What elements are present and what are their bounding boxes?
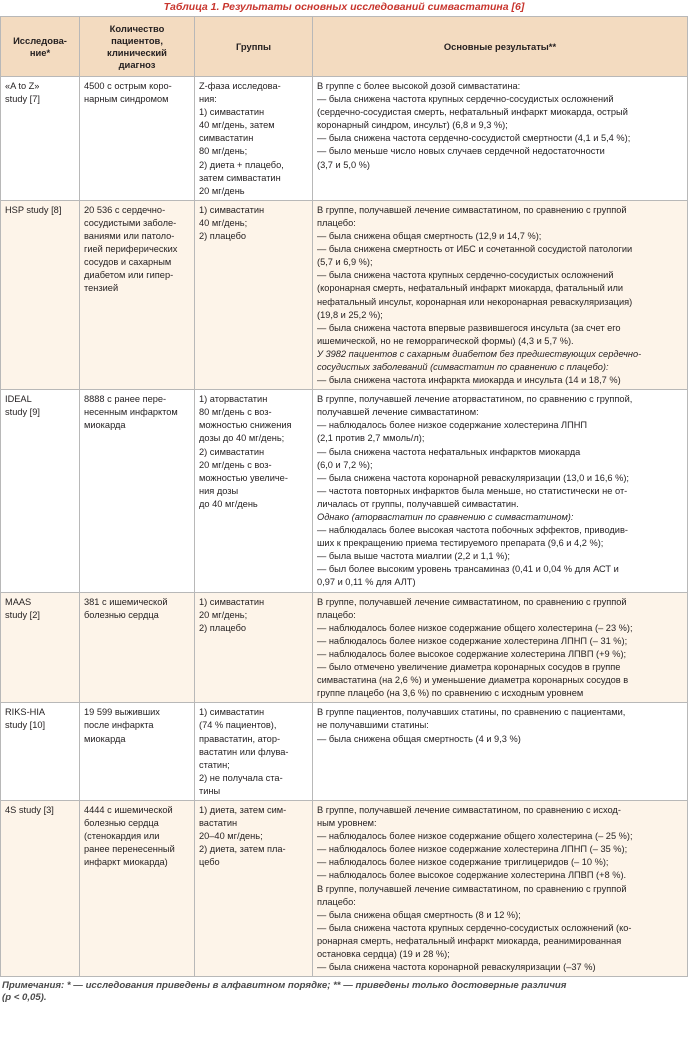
result-line: — была снижена общая смертность (8 и 12 %); (317, 909, 521, 920)
patients-line: 19 599 выживших (84, 707, 160, 718)
study-cell (1, 592, 80, 703)
groups-line: правастатин, атор- (199, 733, 281, 744)
patients-line: диабетом или гипер- (84, 270, 174, 281)
table-header (1, 17, 688, 77)
table-row (1, 703, 688, 801)
results-cell (313, 200, 688, 389)
groups-line: ния дозы (199, 485, 239, 496)
result-line: — наблюдалось более низкое содержание общего холестерина (– 25 %); (317, 831, 633, 842)
table-row (1, 800, 688, 976)
result-line: коронарный синдром, инсульт) (6,8 и 9,3 %); (317, 120, 508, 131)
groups-line: ния: (199, 94, 217, 105)
patients-line: 20 536 с сердечно- (84, 204, 166, 215)
header-line: клинический (107, 46, 167, 58)
groups-line: вастатин или флува- (199, 746, 289, 757)
result-line: (19,8 и 25,2 %); (317, 309, 383, 320)
result-line: — наблюдалось более низкое содержание холестерина ЛПНП (– 35 %); (317, 844, 628, 855)
groups-cell (195, 592, 313, 703)
groups-line: можностью снижения (199, 420, 292, 431)
result-line: — была снижена частота крупных сердечно-сосудистых осложнений (317, 94, 614, 105)
groups-cell (195, 390, 313, 592)
result-line: В группе, получавшей лечение аторвастатином, по сравнению с группой, (317, 394, 633, 405)
results-cell (313, 390, 688, 592)
groups-line: 2) не получала ста- (199, 772, 283, 783)
table-row (1, 592, 688, 703)
result-line: — была снижена частота крупных сердечно-сосудистых осложнений (317, 270, 614, 281)
header-line: Количество (109, 22, 165, 34)
table-body (1, 77, 688, 977)
footnote-line: (р < 0,05). (2, 992, 47, 1004)
groups-line: Z-фаза исследова- (199, 81, 281, 91)
groups-line: 1) симвастатин (199, 107, 265, 118)
result-line: — была снижена частота инфаркта миокарда и инсульта (14 и 18,7 %) (317, 375, 621, 386)
patients-line: после инфаркта (84, 720, 154, 731)
result-line: — была снижена общая смертность (4 и 9,3 %) (317, 733, 521, 744)
result-line: — был более высоким уровень трансаминаз (0,41 и 0,04 % для АСТ и (317, 564, 619, 575)
result-line: ным уровнем: (317, 818, 377, 829)
groups-line: 80 мг/день; (199, 146, 248, 157)
results-cell (313, 592, 688, 703)
groups-line: 20 мг/день с воз- (199, 459, 272, 470)
result-line: нефатальный инсульт, коронарная или некоронарная реваскуляризация) (317, 296, 633, 307)
study-line: study [7] (5, 94, 40, 105)
result-line: — было меньше число новых случаев сердечной недостаточности (317, 146, 605, 157)
result-line: остановка сердца) (19 и 28 %); (317, 949, 450, 959)
patients-line: (стенокардия или (84, 831, 160, 842)
result-line: плацебо: (317, 609, 356, 620)
result-line: — частота повторных инфарктов была меньше, но статистически не от- (317, 485, 628, 496)
result-line: В группе, получавшей лечение симвастатином, по сравнению с группой (317, 204, 627, 215)
table-footnote (0, 977, 688, 1004)
patients-cell (80, 592, 195, 703)
groups-line: 1) диета, затем сим- (199, 804, 287, 815)
result-line: — наблюдалось более высокое содержание холестерина ЛПВП (+9 %); (317, 648, 627, 659)
result-line: ших к прекращению приема тестируемого препарата (9,6 и 4,2 %); (317, 538, 604, 549)
groups-cell (195, 703, 313, 801)
result-line: сосудистых заболеваний (симвастатин по сравнению с плацебо): (317, 361, 609, 372)
patients-line: миокарда (84, 733, 126, 744)
patients-line: нарным синдромом (84, 94, 169, 105)
result-line: (5,7 и 6,9 %); (317, 257, 373, 268)
results-cell (313, 800, 688, 976)
patients-line: ранее перенесенный (84, 844, 175, 855)
study-cell (1, 800, 80, 976)
patients-line: тензией (84, 283, 119, 294)
study-line: HSP study [8] (5, 204, 62, 215)
groups-line: 40 мг/день; (199, 217, 248, 228)
result-line: (3,7 и 5,0 %) (317, 159, 370, 170)
header-line: Основные результаты** (443, 40, 557, 52)
result-line: В группе пациентов, получавших статины, по сравнению с пациентами, (317, 707, 626, 718)
patients-line: 8888 с ранее пере- (84, 394, 167, 405)
result-line: — была снижена частота впервые развившегося инсульта (за счет его (317, 322, 621, 333)
groups-line: вастатин (199, 818, 238, 829)
patients-cell (80, 390, 195, 592)
study-line: study [9] (5, 407, 40, 418)
patients-line: сосудов и сахарным (84, 257, 172, 268)
patients-line: ваниями или патоло- (84, 231, 175, 242)
groups-line: (74 % пациентов), (199, 720, 277, 731)
table-title: Таблица 1. Результаты основных исследований симвастатина [6] (163, 1, 525, 13)
result-line: — наблюдалось более низкое содержание холестерина ЛПНП (– 31 %); (317, 635, 628, 646)
result-line: В группе с более высокой дозой симвастатина: (317, 81, 521, 91)
patients-line: болезнью сердца (84, 818, 159, 829)
result-line: (сердечно-сосудистая смерть, нефатальный инфаркт миокарда, острый (317, 107, 628, 118)
table-row (1, 77, 688, 201)
header-line: диагноз (118, 58, 156, 70)
study-cell (1, 703, 80, 801)
result-line: У 3982 пациентов с сахарным диабетом без предшествующих сердечно- (317, 348, 642, 359)
result-line: личалась от группы, получавшей симвастатин. (317, 498, 519, 509)
result-line: — была снижена частота крупных сердечно-сосудистых осложнений (ко- (317, 922, 632, 933)
groups-line: до 40 мг/день (199, 498, 258, 509)
footnote-line: Примечания: * — исследования приведены в алфавитном порядке; ** — приведены только достоверные различия (2, 980, 567, 992)
study-cell (1, 77, 80, 201)
result-line: — наблюдалось более низкое содержание холестерина ЛПНП (317, 420, 588, 431)
patients-cell (80, 703, 195, 801)
result-line: — была снижена общая смертность (12,9 и 14,7 %); (317, 231, 542, 242)
header-line: ние* (29, 46, 51, 58)
header-line: пациентов, (111, 34, 163, 46)
results-cell (313, 703, 688, 801)
header-line: Группы (235, 40, 272, 52)
groups-line: 1) симвастатин (199, 707, 265, 718)
groups-line: цебо (199, 857, 220, 868)
groups-line: 2) диета, затем пла- (199, 844, 286, 855)
groups-line: дозы до 40 мг/день; (199, 433, 285, 444)
result-line: — была снижена смертность от ИБС и сочетанной сосудистой патологии (317, 244, 633, 255)
groups-line: 1) аторвастатин (199, 394, 268, 405)
groups-line: 2) диета + плацебо, (199, 159, 284, 170)
groups-line: 80 мг/день с воз- (199, 407, 272, 418)
groups-line: 20–40 мг/день; (199, 831, 263, 842)
result-line: — была снижена частота коронарной реваскуляризации (–37 %) (317, 962, 596, 973)
patients-line: гией периферических (84, 244, 178, 255)
patients-cell (80, 200, 195, 389)
result-line: — была снижена частота сердечно-сосудистой смертности (4,1 и 5,4 %); (317, 133, 631, 144)
patients-line: несенным инфарктом (84, 407, 178, 418)
results-cell (313, 77, 688, 201)
result-line: плацебо: (317, 217, 356, 228)
result-line: — была выше частота миалгии (2,2 и 1,1 %); (317, 551, 510, 562)
table-row (1, 200, 688, 389)
result-line: — наблюдалось более низкое содержание общего холестерина (– 23 %); (317, 622, 633, 633)
study-cell (1, 390, 80, 592)
header-patients (80, 17, 195, 77)
patients-line: болезнью сердца (84, 609, 159, 620)
patients-line: сосудистыми заболе- (84, 217, 177, 228)
groups-line: затем симвастатин (199, 172, 281, 183)
result-line: 0,97 и 0,11 % для АЛТ) (317, 577, 416, 588)
groups-line: 20 мг/день; (199, 609, 248, 620)
groups-line: можностью увеличе- (199, 472, 288, 483)
groups-line: 1) симвастатин (199, 596, 265, 607)
results-table (0, 16, 688, 977)
study-line: study [2] (5, 609, 40, 620)
patients-line: миокарда (84, 420, 126, 431)
result-line: В группе, получавшей лечение симвастатином, по сравнению с группой (317, 883, 627, 894)
result-line: группе плацебо (на 3,6 %) по сравнению с исходным уровнем (317, 688, 584, 699)
groups-line: 2) плацебо (199, 622, 247, 633)
study-line: 4S study [3] (5, 804, 54, 815)
study-line: IDEAL (5, 394, 32, 405)
groups-line: тины (199, 785, 221, 796)
result-line: — была снижена частота коронарной реваскуляризации (13,0 и 16,6 %); (317, 472, 629, 483)
groups-line: 2) плацебо (199, 231, 247, 242)
header-line: Исследова- (13, 34, 67, 46)
result-line: Однако (аторвастатин по сравнению с симвастатином): (317, 512, 574, 522)
study-line: study [10] (5, 720, 46, 731)
patients-cell (80, 800, 195, 976)
groups-line: 40 мг/день, затем (199, 120, 275, 131)
result-line: ронарная смерть, нефатальный инфаркт миокарда, реанимированная (317, 935, 622, 946)
result-line: — наблюдалось более высокое содержание холестерина ЛПВП (+8 %). (317, 870, 627, 881)
patients-line: 4500 с острым коро- (84, 81, 172, 91)
result-line: ишемической, но не геморрагической формы) (4,3 и 5,7 %). (317, 335, 574, 346)
groups-line: 1) симвастатин (199, 204, 265, 215)
patients-line: 4444 с ишемической (84, 804, 173, 815)
table-row (1, 390, 688, 592)
result-line: (2,1 против 2,7 ммоль/л); (317, 433, 425, 444)
result-line: В группе, получавшей лечение симвастатином, по сравнению с группой (317, 596, 627, 607)
patients-cell (80, 77, 195, 201)
study-cell (1, 200, 80, 389)
result-line: — была снижена частота нефатальных инфарктов миокарда (317, 446, 581, 457)
result-line: — наблюдалось более низкое содержание триглицеридов (– 10 %); (317, 857, 609, 868)
study-line: MAAS (5, 596, 32, 607)
groups-line: статин; (199, 759, 230, 770)
groups-line: симвастатин (199, 133, 254, 144)
patients-line: 381 с ишемической (84, 596, 168, 607)
groups-cell (195, 800, 313, 976)
result-line: не получавшими статины: (317, 720, 429, 731)
groups-cell (195, 200, 313, 389)
header-groups (195, 17, 313, 77)
patients-line: инфаркт миокарда) (84, 857, 168, 868)
header-study (1, 17, 80, 77)
result-line: — наблюдалась более высокая частота побочных эффектов, приводив- (317, 525, 628, 536)
study-line: «A to Z» (5, 81, 40, 91)
result-line: — было отмечено увеличение диаметра коронарных сосудов в группе (317, 662, 621, 673)
result-line: (коронарная смерть, нефатальный инфаркт миокарда, фатальный или (317, 283, 624, 294)
result-line: В группе, получавшей лечение симвастатином, по сравнению с исход- (317, 804, 621, 815)
groups-line: 20 мг/день (199, 185, 245, 196)
header-results (313, 17, 688, 77)
study-line: RIKS-HIA (5, 707, 46, 718)
result-line: (6,0 и 7,2 %); (317, 459, 373, 470)
groups-cell (195, 77, 313, 201)
groups-line: 2) симвастатин (199, 446, 265, 457)
result-line: симвастатина (на 2,6 %) и уменьшение диаметра коронарных сосудов в (317, 675, 629, 686)
result-line: получавшей лечение симвастатином: (317, 407, 479, 418)
result-line: плацебо: (317, 896, 356, 907)
